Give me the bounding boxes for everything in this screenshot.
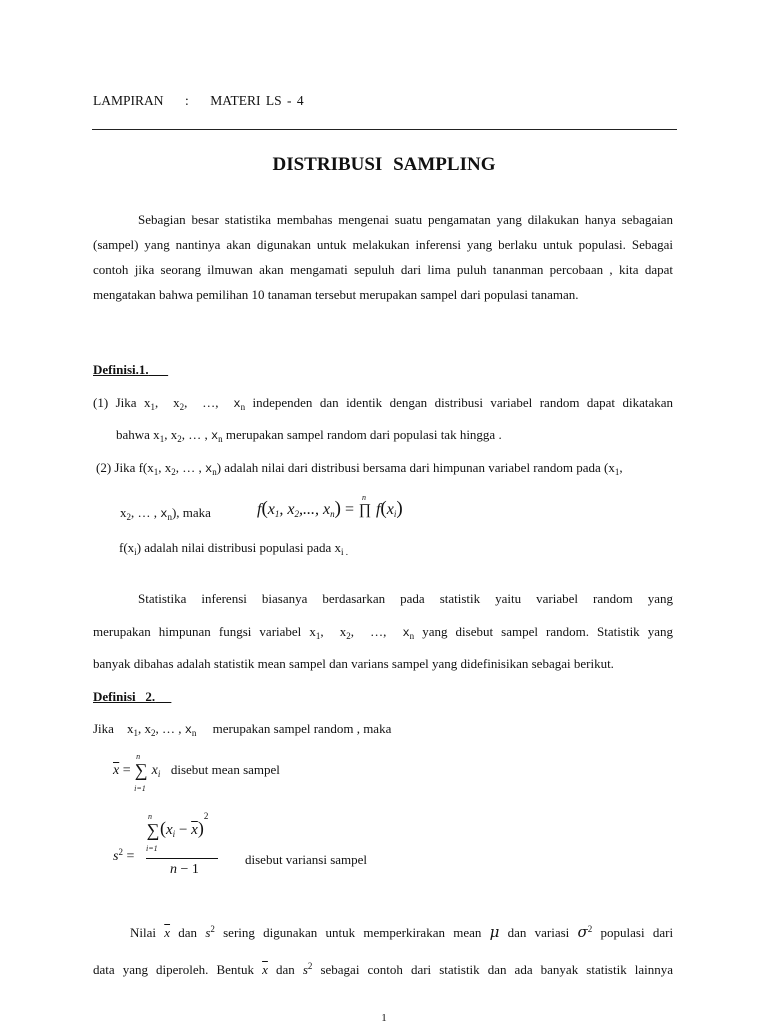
joint-distribution-formula: $f(x_1$, $x_2$,..., $x_n$) = n ∏ $f(x_i)$: [257, 493, 403, 519]
definition-2-heading: Definisi 2.: [93, 689, 156, 704]
paragraph-3-line-1: Nilai $\overline{x}$ dan $s^2$ sering digunakan untuk memperkirakan mean μ dan variasi $\sigma^2$ populasi dari: [130, 923, 674, 941]
definition-1-note: $f(x_i)$ adalah nilai distribusi populasi pada $x_{i .}$: [119, 540, 349, 557]
definition-1-item-2-cont: $x_2$, … , $x_n$), maka: [120, 505, 211, 522]
paragraph-2-line-3: banyak dibahas adalah statistik mean sampel dan varians sampel yang didefinisikan sebagai berikut.: [93, 656, 614, 671]
header: [93, 93, 304, 109]
definition-1-heading: Definisi.1.: [93, 362, 149, 377]
variance-formula-label: disebut variansi sampel: [245, 852, 368, 867]
paragraph-2-line-1: Statistika inferensi biasanya berdasarkan pada statistik yaitu variabel random yang: [138, 591, 673, 606]
header-separator: :: [185, 93, 189, 108]
variance-lhs: $s^2$ =: [113, 847, 135, 864]
mean-formula-label: disebut mean sampel: [170, 762, 280, 777]
header-rule: [92, 129, 677, 130]
variance-numerator: n ∑ i=1 $(x_i - \overline{x})^2$: [146, 811, 209, 853]
header-lampiran: LAMPIRAN: [93, 93, 164, 108]
page-title: DISTRIBUSI SAMPLING: [272, 154, 496, 175]
page-number: 1: [381, 1012, 387, 1024]
header-materi: MATERI LS - 4: [210, 93, 304, 108]
variance-denominator: n − 1: [170, 862, 199, 877]
intro-paragraph: Sebagian besar statistika membahas mengenai suatu pengamatan yang dilakukan hanya sebagaian (sampel) yang nantinya akan digunakan untuk melakukan inferensi yang berlaku untuk populasi. Sebagai contoh jika seorang ilmuwan akan mengamati sepuluh dari lima puluh tananman percobaan , kita dapat mengatakan bahwa pemilihan 10 tanaman tersebut merupakan sampel dari populasi tanaman.: [93, 212, 673, 302]
paragraph-3-line-2: data yang diperoleh. Bentuk $\overline{x}$ dan $s^2$ sebagai contoh dari statistik dan ada banyak statistik lainnya: [93, 961, 674, 977]
variance-fraction-line: [146, 858, 218, 859]
paragraph-2-line-2: merupakan himpunan fungsi variabel $x_1$, $x_2$, …, $x_n$ yang disebut sampel random. Statistik yang: [93, 624, 674, 641]
definition-1-item-1-cont: bahwa $x_1$, $x_2$, … , $x_n$ merupakan sampel random dari populasi tak hingga .: [116, 427, 502, 444]
definition-1-item-1: (1) Jika $x_1$, $x_2$, …, $x_n$ independen dan identik dengan distribusi variabel random dapat dikatakan: [93, 395, 673, 412]
definition-1-item-2: (2) Jika $f(x_1$, $x_2$, … , $x_n$) adalah nilai dari distribusi bersama dari himpunan variabel random pada ($x_1$,: [96, 460, 623, 477]
definition-2-statement: Jika $x_1$, $x_2$, … , $x_n$ merupakan sampel random , maka: [93, 721, 392, 738]
mean-formula: $\overline{x}$ = n ∑ i=1 $x_i$ disebut mean sampel: [113, 752, 280, 793]
